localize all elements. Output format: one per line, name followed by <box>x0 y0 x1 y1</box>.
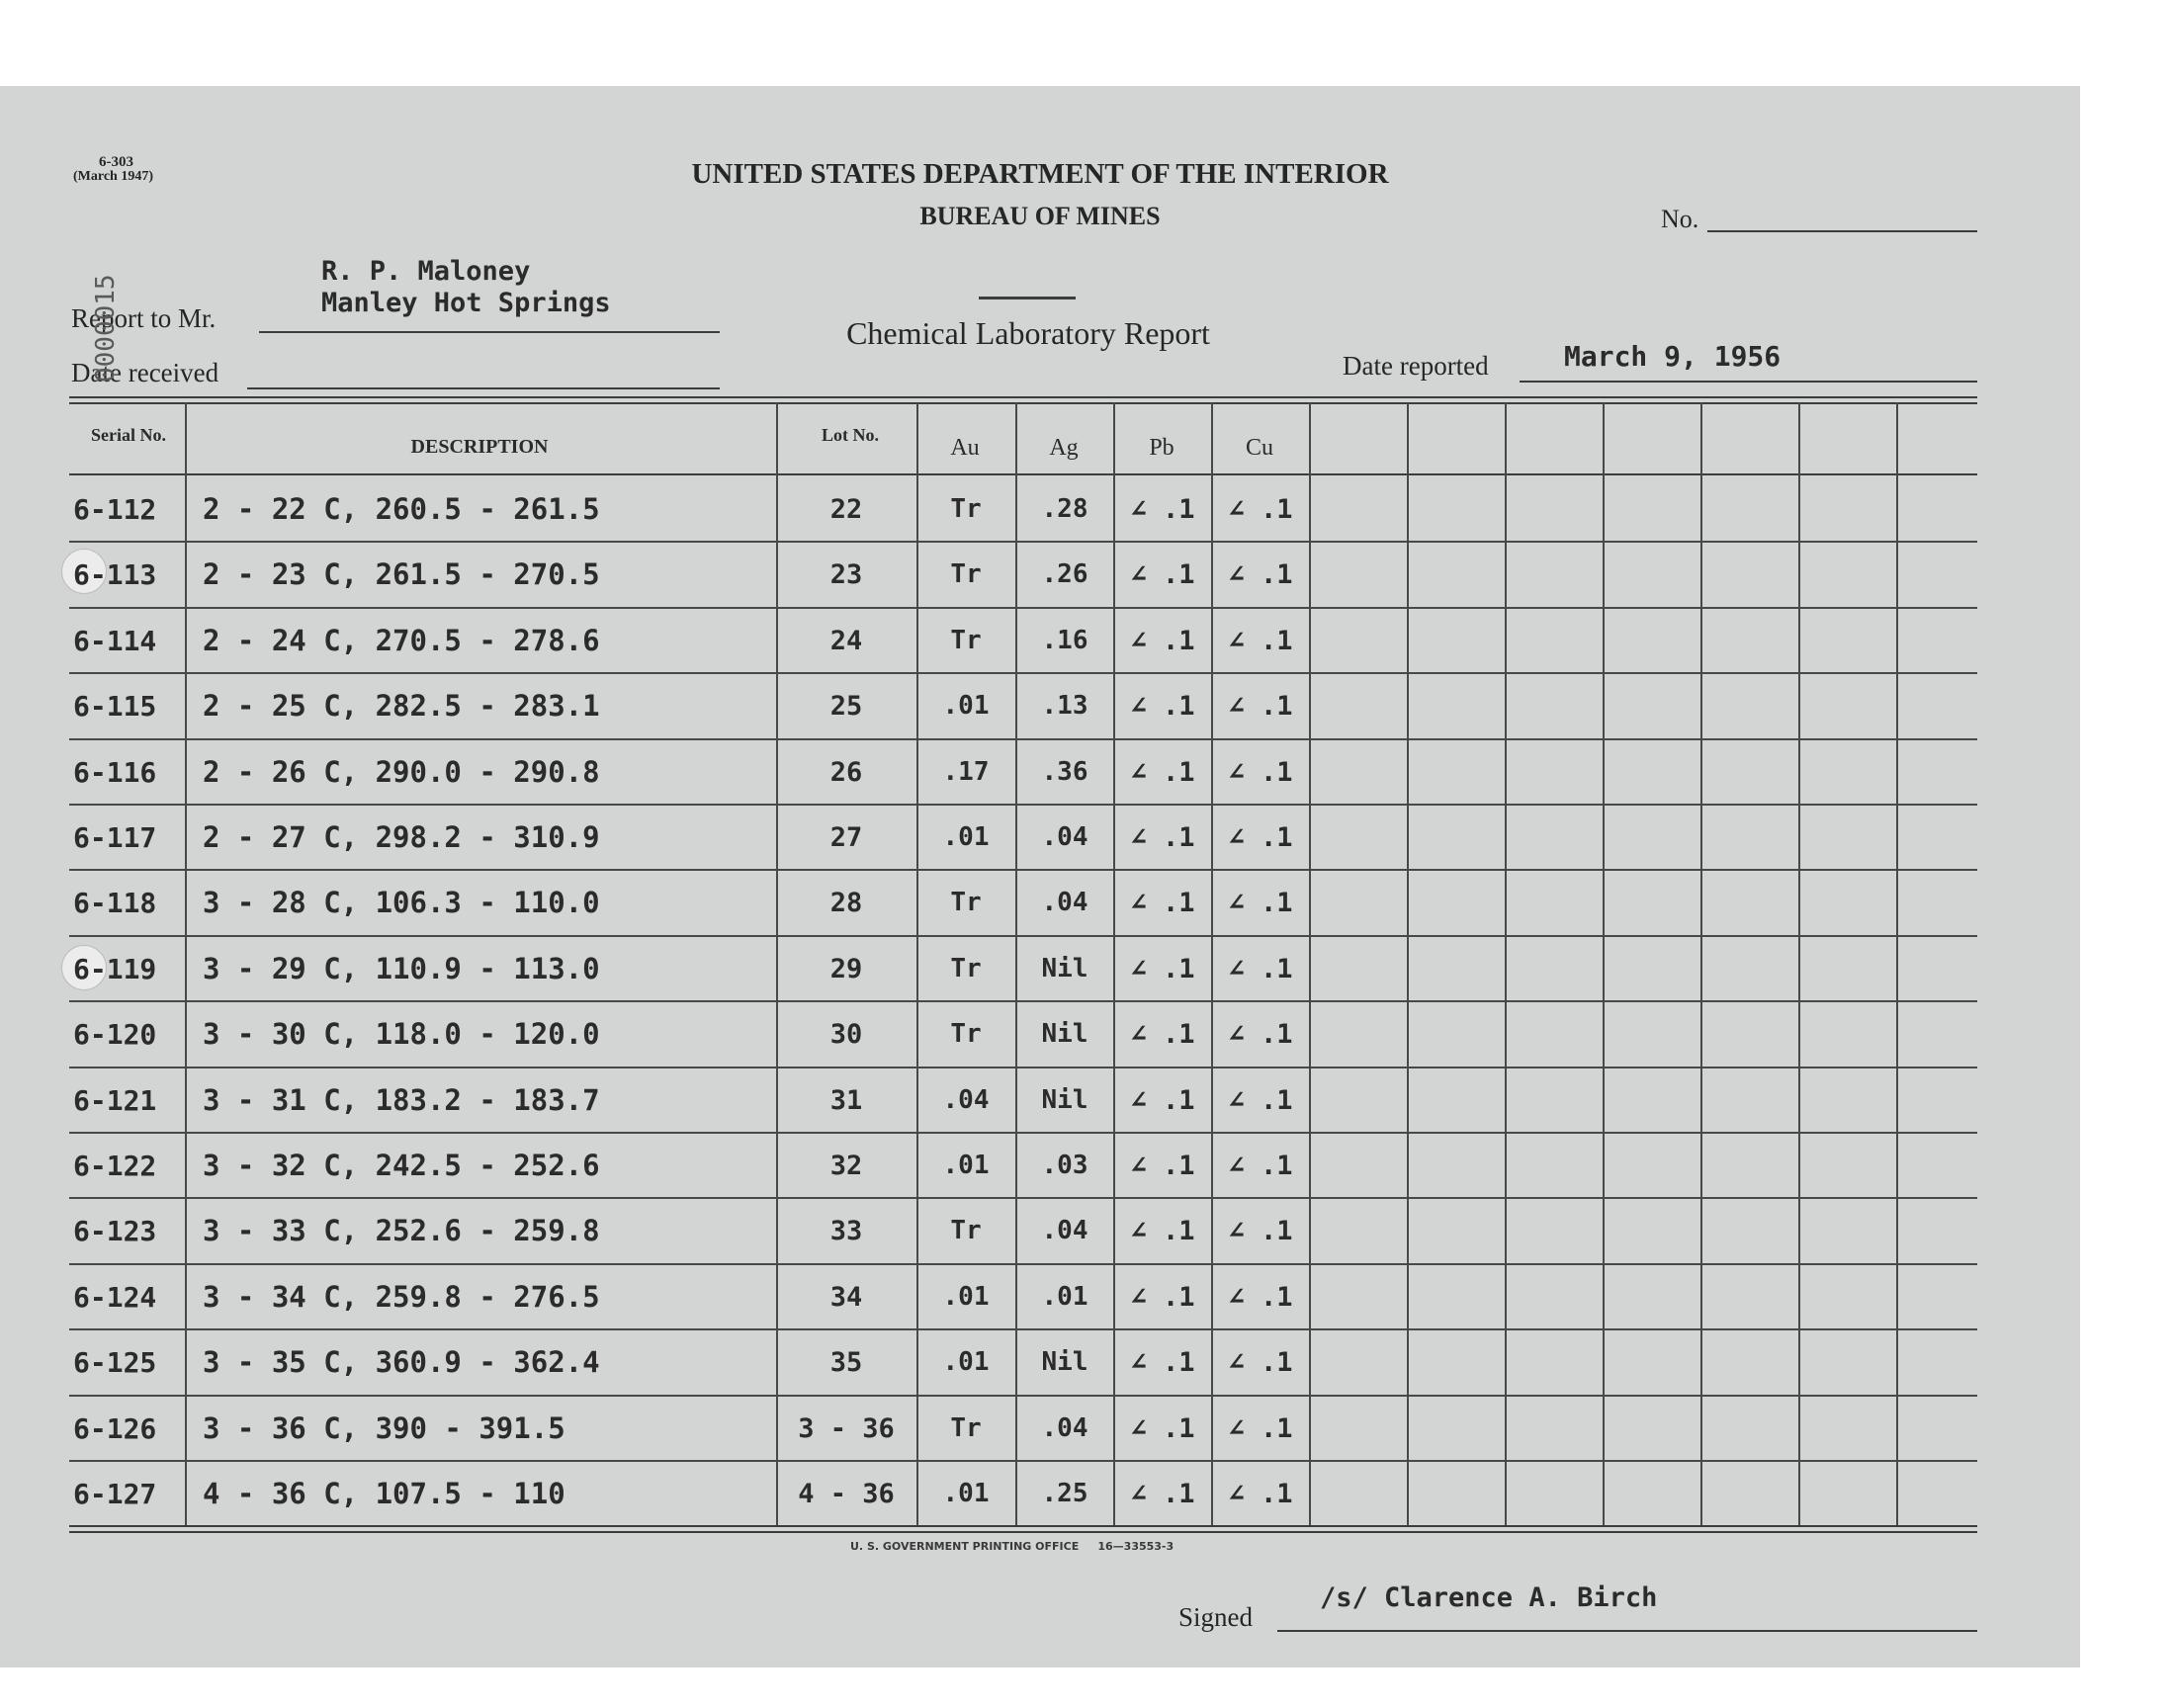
report-to-label: Report to Mr. <box>71 303 217 333</box>
cell-serial: 6-113 <box>73 557 157 591</box>
cell-ag: .04 <box>1041 1216 1088 1245</box>
cell-lot: 26 <box>829 756 863 788</box>
cell-serial: 6-116 <box>73 755 157 789</box>
column-divider <box>1896 402 1898 1525</box>
row-divider <box>69 1132 1977 1134</box>
cell-pb: ∠ .1 <box>1130 887 1195 918</box>
cell-lot: 4 - 36 <box>798 1478 895 1509</box>
cell-pb: ∠ .1 <box>1130 625 1195 656</box>
cell-cu: ∠ .1 <box>1228 558 1293 590</box>
cell-au: Tr <box>950 1413 982 1443</box>
cell-description: 2 - 26 C, 290.0 - 290.8 <box>203 755 600 789</box>
cell-serial: 6-125 <box>73 1345 157 1379</box>
cell-description: 2 - 27 C, 298.2 - 310.9 <box>203 820 600 854</box>
header-lot: Lot No. <box>822 425 879 445</box>
cell-lot: 3 - 36 <box>798 1412 895 1444</box>
row-divider <box>69 738 1977 740</box>
table-top-line-2 <box>69 402 1977 404</box>
form-number: 6-303 <box>99 154 133 170</box>
cell-description: 2 - 22 C, 260.5 - 261.5 <box>203 492 600 526</box>
form-edition: (March 1947) <box>73 169 153 184</box>
column-divider <box>776 402 778 1525</box>
cell-serial: 6-126 <box>73 1411 157 1445</box>
cell-serial: 6-112 <box>73 492 157 526</box>
column-divider <box>185 402 187 1525</box>
header-pb: Pb <box>1149 435 1174 461</box>
cell-ag: Nil <box>1041 954 1088 983</box>
cell-ag: .04 <box>1041 822 1088 852</box>
cell-cu: ∠ .1 <box>1228 493 1293 525</box>
cell-pb: ∠ .1 <box>1130 1018 1195 1050</box>
report-form <box>0 86 2080 1667</box>
cell-pb: ∠ .1 <box>1130 821 1195 853</box>
cell-pb: ∠ .1 <box>1130 1215 1195 1246</box>
cell-cu: ∠ .1 <box>1228 953 1293 984</box>
cell-au: Tr <box>950 1019 982 1049</box>
row-divider <box>69 1067 1977 1068</box>
row-divider <box>69 804 1977 806</box>
report-to-place: Manley Hot Springs <box>321 288 611 318</box>
bureau-title: BUREAU OF MINES <box>919 202 1161 230</box>
cell-ag: Nil <box>1041 1085 1088 1115</box>
cell-au: .01 <box>942 1347 990 1377</box>
cell-lot: 34 <box>829 1281 863 1313</box>
cell-serial: 6-121 <box>73 1083 157 1117</box>
cell-serial: 6-127 <box>73 1477 157 1510</box>
cell-lot: 29 <box>829 953 863 984</box>
cell-au: .01 <box>942 691 990 721</box>
cell-pb: ∠ .1 <box>1130 493 1195 525</box>
cell-pb: ∠ .1 <box>1130 1412 1195 1444</box>
cell-au: Tr <box>950 954 982 983</box>
cell-ag: .25 <box>1041 1479 1088 1508</box>
cell-serial: 6-122 <box>73 1149 157 1182</box>
cell-description: 3 - 28 C, 106.3 - 110.0 <box>203 886 600 919</box>
cell-lot: 24 <box>829 625 863 656</box>
cell-ag: .28 <box>1041 494 1088 524</box>
date-reported-label: Date reported <box>1343 351 1489 381</box>
cell-ag: .04 <box>1041 1413 1088 1443</box>
cell-cu: ∠ .1 <box>1228 1084 1293 1116</box>
cell-cu: ∠ .1 <box>1228 690 1293 722</box>
cell-serial: 6-123 <box>73 1214 157 1247</box>
column-divider <box>1407 402 1409 1525</box>
cell-lot: 23 <box>829 558 863 590</box>
cell-pb: ∠ .1 <box>1130 1084 1195 1116</box>
cell-au: Tr <box>950 626 982 655</box>
signed-line <box>1277 1630 1977 1632</box>
date-received-label: Date received <box>71 358 219 387</box>
header-cu: Cu <box>1245 435 1273 461</box>
header-au: Au <box>950 435 980 461</box>
table-top-line <box>69 396 1977 398</box>
cell-ag: .36 <box>1041 757 1088 787</box>
cell-description: 3 - 29 C, 110.9 - 113.0 <box>203 952 600 985</box>
cell-ag: .03 <box>1041 1151 1088 1180</box>
table-bottom-line <box>69 1525 1977 1527</box>
cell-serial: 6-115 <box>73 689 157 723</box>
row-divider <box>69 672 1977 674</box>
header-description: DESCRIPTION <box>410 436 549 458</box>
cell-cu: ∠ .1 <box>1228 1281 1293 1313</box>
cell-serial: 6-114 <box>73 624 157 657</box>
cell-description: 3 - 35 C, 360.9 - 362.4 <box>203 1345 600 1379</box>
cell-serial: 6-118 <box>73 886 157 919</box>
row-divider <box>69 1328 1977 1330</box>
cell-pb: ∠ .1 <box>1130 1281 1195 1313</box>
header-serial: Serial No. <box>91 425 166 445</box>
cell-lot: 25 <box>829 690 863 722</box>
cell-serial: 6-119 <box>73 952 157 985</box>
cell-pb: ∠ .1 <box>1130 756 1195 788</box>
cell-au: .01 <box>942 822 990 852</box>
cell-ag: .16 <box>1041 626 1088 655</box>
signed-label: Signed <box>1178 1602 1254 1632</box>
cell-description: 2 - 25 C, 282.5 - 283.1 <box>203 689 600 723</box>
department-title: UNITED STATES DEPARTMENT OF THE INTERIOR <box>691 158 1389 190</box>
report-title: Chemical Laboratory Report <box>846 315 1210 351</box>
column-divider <box>1309 402 1311 1525</box>
cell-cu: ∠ .1 <box>1228 1150 1293 1181</box>
cell-lot: 30 <box>829 1018 863 1050</box>
cell-description: 3 - 32 C, 242.5 - 252.6 <box>203 1149 600 1182</box>
cell-pb: ∠ .1 <box>1130 953 1195 984</box>
cell-ag: .01 <box>1041 1282 1088 1312</box>
cell-serial: 6-124 <box>73 1280 157 1314</box>
row-divider <box>69 1460 1977 1462</box>
row-divider <box>69 1197 1977 1199</box>
cell-cu: ∠ .1 <box>1228 1018 1293 1050</box>
cell-pb: ∠ .1 <box>1130 1346 1195 1378</box>
header-bottom-line <box>69 473 1977 475</box>
results-table <box>0 86 2080 1667</box>
cell-cu: ∠ .1 <box>1228 821 1293 853</box>
cell-lot: 22 <box>829 493 863 525</box>
cell-au: .01 <box>942 1479 990 1508</box>
cell-lot: 33 <box>829 1215 863 1246</box>
cell-description: 2 - 24 C, 270.5 - 278.6 <box>203 624 600 657</box>
cell-ag: Nil <box>1041 1019 1088 1049</box>
cell-au: Tr <box>950 1216 982 1245</box>
cell-cu: ∠ .1 <box>1228 1215 1293 1246</box>
cell-description: 4 - 36 C, 107.5 - 110 <box>203 1477 566 1510</box>
report-to-name: R. P. Maloney <box>321 256 531 287</box>
cell-description: 3 - 31 C, 183.2 - 183.7 <box>203 1083 600 1117</box>
cell-au: Tr <box>950 559 982 589</box>
row-divider <box>69 1395 1977 1397</box>
cell-lot: 27 <box>829 821 863 853</box>
cell-cu: ∠ .1 <box>1228 1412 1293 1444</box>
cell-pb: ∠ .1 <box>1130 1150 1195 1181</box>
cell-pb: ∠ .1 <box>1130 690 1195 722</box>
header-ag: Ag <box>1049 435 1079 461</box>
cell-ag: Nil <box>1041 1347 1088 1377</box>
cell-au: .04 <box>942 1085 990 1115</box>
row-divider <box>69 1000 1977 1002</box>
printing-office: U. S. GOVERNMENT PRINTING OFFICE 16—33553-3 <box>850 1540 1174 1553</box>
cell-cu: ∠ .1 <box>1228 1346 1293 1378</box>
cell-ag: .04 <box>1041 888 1088 917</box>
table-bottom-line-2 <box>69 1531 1977 1533</box>
row-divider <box>69 935 1977 937</box>
row-divider <box>69 607 1977 609</box>
date-reported-value: March 9, 1956 <box>1564 340 1782 373</box>
cell-cu: ∠ .1 <box>1228 1478 1293 1509</box>
cell-au: Tr <box>950 888 982 917</box>
column-divider <box>1603 402 1605 1525</box>
no-label: No. <box>1661 205 1699 233</box>
cell-lot: 28 <box>829 887 863 918</box>
column-divider <box>1505 402 1507 1525</box>
cell-lot: 35 <box>829 1346 863 1378</box>
row-divider <box>69 869 1977 871</box>
cell-pb: ∠ .1 <box>1130 1478 1195 1509</box>
cell-cu: ∠ .1 <box>1228 756 1293 788</box>
cell-au: .01 <box>942 1151 990 1180</box>
cell-ag: .26 <box>1041 559 1088 589</box>
cell-ag: .13 <box>1041 691 1088 721</box>
cell-lot: 32 <box>829 1150 863 1181</box>
side-stamp: 0000015 <box>91 274 121 383</box>
row-divider <box>69 541 1977 543</box>
cell-serial: 6-117 <box>73 820 157 854</box>
cell-au: Tr <box>950 494 982 524</box>
column-divider <box>1798 402 1800 1525</box>
cell-description: 3 - 34 C, 259.8 - 276.5 <box>203 1280 600 1314</box>
cell-au: .01 <box>942 1282 990 1312</box>
column-divider <box>1700 402 1702 1525</box>
cell-pb: ∠ .1 <box>1130 558 1195 590</box>
cell-description: 2 - 23 C, 261.5 - 270.5 <box>203 557 600 591</box>
cell-cu: ∠ .1 <box>1228 887 1293 918</box>
cell-lot: 31 <box>829 1084 863 1116</box>
cell-au: .17 <box>942 757 990 787</box>
signature: /s/ Clarence A. Birch <box>1320 1582 1658 1613</box>
cell-serial: 6-120 <box>73 1017 157 1051</box>
cell-description: 3 - 36 C, 390 - 391.5 <box>203 1411 566 1445</box>
cell-description: 3 - 30 C, 118.0 - 120.0 <box>203 1017 600 1051</box>
cell-cu: ∠ .1 <box>1228 625 1293 656</box>
cell-description: 3 - 33 C, 252.6 - 259.8 <box>203 1214 600 1247</box>
row-divider <box>69 1263 1977 1265</box>
